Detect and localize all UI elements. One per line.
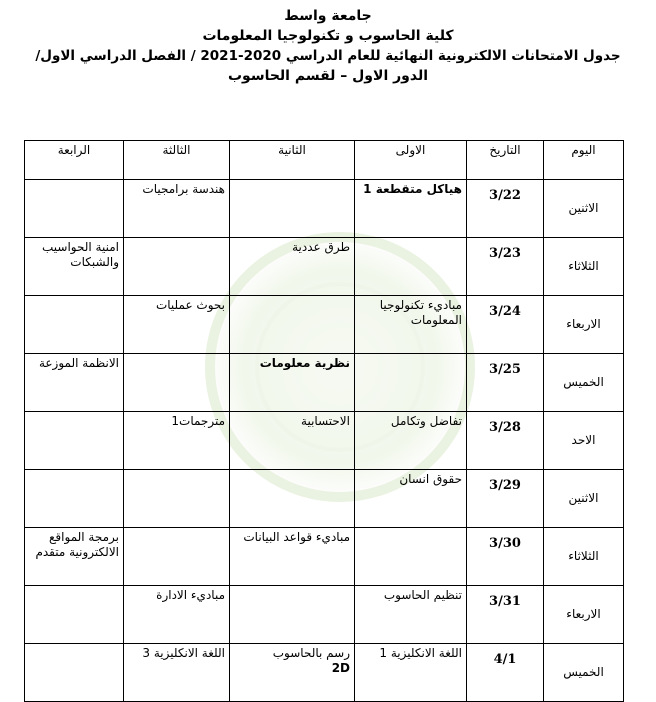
exam-first-cell: هياكل متقطعة 1 — [355, 180, 467, 238]
table-row — [25, 644, 624, 702]
exam-third-cell: بحوث عمليات — [124, 296, 230, 354]
date-cell: 3/23 — [467, 238, 544, 296]
exam-fourth-cell — [25, 180, 124, 238]
table-row — [25, 412, 624, 470]
exam-fourth-cell — [25, 644, 124, 702]
exam-second-cell: مباديء قواعد البيانات — [230, 528, 355, 586]
date-cell: 3/25 — [467, 354, 544, 412]
exam-fourth-cell: الانظمة الموزعة — [25, 354, 124, 412]
exam-first-cell: مباديء تكنولوجيا المعلومات — [355, 296, 467, 354]
exam-second-text: رسم بالحاسوب — [272, 646, 350, 660]
exam-second-cell: نظرية معلومات — [230, 354, 355, 412]
table-header-row — [25, 141, 624, 180]
exam-second-cell — [230, 180, 355, 238]
date-cell: 3/28 — [467, 412, 544, 470]
exam-third-cell: هندسة برامجيات — [124, 180, 230, 238]
table-row — [25, 586, 624, 644]
document-header — [0, 6, 656, 86]
date-cell: 3/31 — [467, 586, 544, 644]
exam-first-cell: تنظيم الحاسوب — [355, 586, 467, 644]
exam-third-cell — [124, 470, 230, 528]
table-row — [25, 528, 624, 586]
day-cell: الخميس — [544, 644, 624, 702]
day-cell: الثلاثاء — [544, 238, 624, 296]
exam-second-cell — [230, 586, 355, 644]
exam-third-cell: اللغة الانكليزية 3 — [124, 644, 230, 702]
day-cell: الاثنين — [544, 470, 624, 528]
exam-first-cell: تفاضل وتكامل — [355, 412, 467, 470]
table-row — [25, 296, 624, 354]
exam-third-cell — [124, 238, 230, 296]
day-cell: الاربعاء — [544, 586, 624, 644]
university-name: جامعة واسط — [284, 8, 372, 24]
exam-second-extra: 2D — [331, 661, 350, 675]
schedule-title: جدول الامتحانات الالكترونية النهائية للعام الدراسي 2020-2021 / الفصل الدراسي الاول/ — [35, 48, 621, 64]
exam-fourth-cell: برمجة المواقع الالكترونية متقدم — [25, 528, 124, 586]
exam-second-cell — [230, 296, 355, 354]
exam-round: الدور الاول – لقسم الحاسوب — [227, 68, 429, 84]
table-row — [25, 238, 624, 296]
column-header-fourth: الرابعة — [25, 141, 124, 180]
date-cell: 3/30 — [467, 528, 544, 586]
exam-first-cell — [355, 354, 467, 412]
date-cell: 3/29 — [467, 470, 544, 528]
table-row — [25, 470, 624, 528]
exam-second-cell — [230, 644, 355, 702]
exam-third-cell — [124, 528, 230, 586]
exam-third-cell: مباديء الادارة — [124, 586, 230, 644]
date-cell: 4/1 — [467, 644, 544, 702]
day-cell: الاحد — [544, 412, 624, 470]
exam-second-cell: طرق عددية — [230, 238, 355, 296]
column-header-second: الثانية — [230, 141, 355, 180]
table-row — [25, 180, 624, 238]
exam-first-cell: اللغة الانكليزية 1 — [355, 644, 467, 702]
column-header-third: الثالثة — [124, 141, 230, 180]
exam-fourth-cell — [25, 296, 124, 354]
exam-fourth-cell — [25, 470, 124, 528]
column-header-date: التاريخ — [467, 141, 544, 180]
day-cell: الاربعاء — [544, 296, 624, 354]
day-cell: الاثنين — [544, 180, 624, 238]
exam-third-cell — [124, 354, 230, 412]
date-cell: 3/24 — [467, 296, 544, 354]
exam-fourth-cell — [25, 586, 124, 644]
column-header-first: الاولى — [355, 141, 467, 180]
day-cell: الثلاثاء — [544, 528, 624, 586]
exam-second-cell — [230, 470, 355, 528]
exam-fourth-cell: امنية الحواسيب والشبكات — [25, 238, 124, 296]
exam-first-cell — [355, 528, 467, 586]
college-name: كلية الحاسوب و تكنولوجيا المعلومات — [202, 28, 454, 44]
exam-second-cell: الاحتسابية — [230, 412, 355, 470]
table-row — [25, 354, 624, 412]
day-cell: الخميس — [544, 354, 624, 412]
exam-first-cell: حقوق انسان — [355, 470, 467, 528]
exam-third-cell: مترجمات1 — [124, 412, 230, 470]
exam-fourth-cell — [25, 412, 124, 470]
column-header-day: اليوم — [544, 141, 624, 180]
exam-first-cell — [355, 238, 467, 296]
exam-schedule-table — [24, 140, 624, 702]
date-cell: 3/22 — [467, 180, 544, 238]
